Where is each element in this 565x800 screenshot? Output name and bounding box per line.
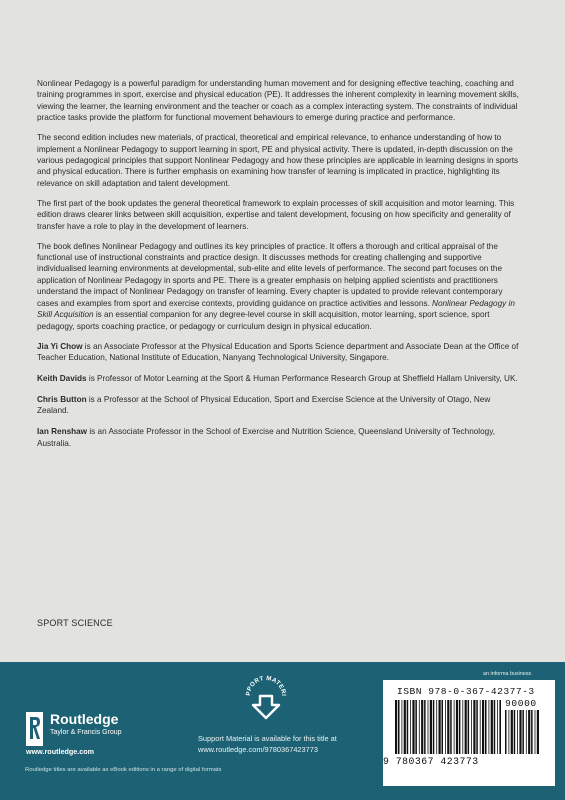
ebook-availability-note: Routledge titles are available as eBook editions in a range of digital formats (25, 767, 222, 773)
author-name: Chris Button (37, 394, 87, 404)
author-name: Jia Yi Chow (37, 341, 83, 351)
blurb-4-text: The book defines Nonlinear Pedagogy and outlines its key principles of practice. It offers a thorough and critical appraisal of the functional use of instructional constraints and practice design. It discusses methods for creating challenging and supportive individualised learning environments at developmental, sub-elite and elite levels of performance. The second part focuses on the application of Nonlinear Pedagogy in sports and PE. There is a greater emphasis on helping applied scientists and practitioners understand the impact of Nonlinear Pedagogy on transfer of learning. Every chapter is updated to provide relevant contemporary cases and examples from sport and exercise contexts, providing guidance on practice activities and lessons. (37, 241, 503, 308)
cover-footer-band (0, 662, 565, 800)
subject-category: SPORT SCIENCE (37, 618, 113, 628)
author-bio-button (37, 394, 523, 417)
isbn-number: ISBN 978-0-367-42377-3 (397, 686, 535, 697)
blurb-paragraph-2: The second edition includes new materials, of practical, theoretical and empirical relevance, to enhance understanding of how to implement a Nonlinear Pedagogy to support learning in sport, PE and physical activity. There is updated, in-depth discussion on the various pedagogical principles that support Nonlinear Pedagogy and how these principles are applicable in learning designs in sports and physical education. There is further emphasis on examining how transfer of learning is implicated in practice, highlighting its relevance on skill adaptation and talent development. (37, 133, 519, 188)
author-bio-chow (37, 341, 523, 364)
blurb-paragraph-3: The first part of the book updates the general theoretical framework to explain processes of skill acquisition and motor learning. This edition draws clearer links between skill acquisition, expertise and talent development, focusing on how specificity and generality of transfer have a role to play in the development of learners. (37, 198, 515, 231)
support-material-badge (241, 674, 291, 724)
price-code: 90000 (505, 698, 537, 709)
author-bio-text: is Professor of Motor Learning at the Sport & Human Performance Research Group at Sheffield Hallam University, UK. (86, 373, 518, 383)
blurb-paragraph-1: Nonlinear Pedagogy is a powerful paradigm for understanding human movement and for designing effective teaching, coaching and training programmes in sport, exercise and physical education (PE). It addresses the inherent complexity in learning movement skills, viewing the learner, the learning environment and the teacher or coach as a complex interacting system. The constraints of individual practice tasks provide the platform for functional movement behaviours to emerge during practice and performance. (37, 79, 519, 123)
author-bio-renshaw (37, 426, 523, 449)
blurb-4-text-end: is an essential companion for any degree-level course in skill acquisition, motor learning, sport science, sport pedagogy, sports coaching practice, or pedagogy or curriculum design in physical education. (37, 310, 490, 331)
ean-barcode-bars (395, 700, 501, 754)
download-arrow-icon (241, 674, 291, 724)
publisher-group: Taylor & Francis Group (50, 729, 122, 736)
author-bio-text: is a Professor at the School of Physical Education, Sport and Exercise Science at the University of Otago, New Zealand. (37, 394, 491, 416)
publisher-url[interactable]: www.routledge.com (26, 747, 95, 756)
blurb-paragraph-4 (37, 241, 523, 332)
support-material-note: Support Material is available for this title at www.routledge.com/9780367423773 (198, 734, 337, 754)
author-bio-text: is an Associate Professor at the Physical Education and Sports Science department and Associate Dean at the Office of Teacher Education, National Institute of Education, Nanyang Technological University, Singapore. (37, 341, 519, 362)
publisher-name: Routledge (50, 711, 119, 727)
author-name: Keith Davids (37, 373, 87, 383)
back-cover-text (37, 78, 523, 459)
addon-barcode-bars (505, 710, 539, 754)
routledge-logo-icon (26, 712, 43, 746)
support-badge-label: PPORT MATERI (244, 674, 288, 697)
ean-number: 9 780367 423773 (383, 756, 479, 767)
publisher-logo (26, 712, 186, 756)
author-bio-text: is an Associate Professor in the School of Exercise and Nutrition Science, Queensland University of Technology, Australia. (37, 427, 495, 448)
author-name: Ian Renshaw (37, 427, 88, 437)
book-title-italic: Nonlinear Pedagogy in Skill Acquisition (37, 298, 515, 320)
informa-tagline: an informa business (483, 671, 532, 677)
svg-text:SUPPORT MATERIAL (241, 674, 287, 696)
isbn-barcode (383, 680, 555, 786)
author-bio-davids (37, 373, 523, 384)
